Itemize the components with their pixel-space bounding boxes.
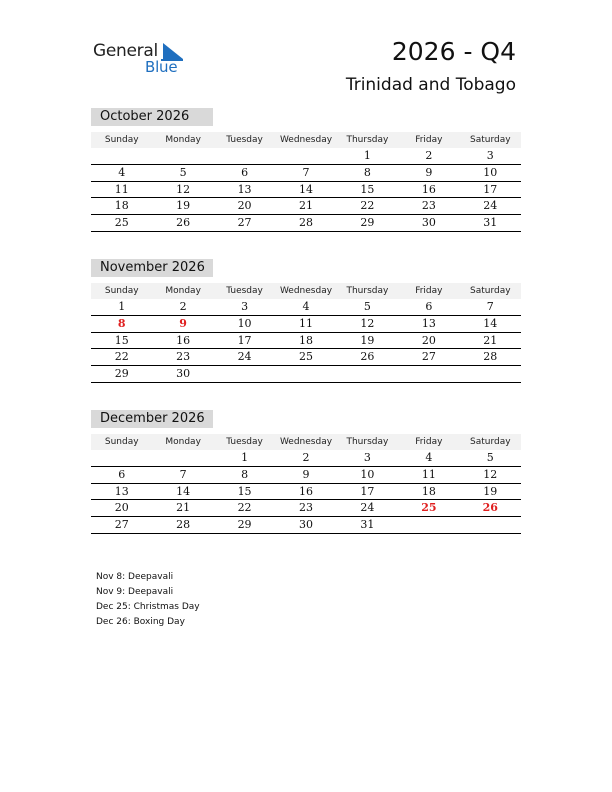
day-cell: 11 — [298, 316, 313, 330]
weekday-label: Tuesday — [226, 135, 263, 145]
generalblue-logo — [93, 40, 193, 80]
day-cell: 14 — [298, 182, 313, 196]
day-cell: 8 — [241, 467, 249, 481]
holiday-note: Dec 26: Boxing Day — [96, 617, 185, 627]
day-cell: 5 — [179, 165, 187, 179]
day-cell: 28 — [483, 350, 498, 364]
day-cell — [152, 148, 213, 164]
weekday-label: Wednesday — [279, 135, 333, 145]
day-cell: 22 — [360, 199, 375, 213]
weekday-label: Saturday — [469, 286, 511, 296]
day-cell: 13 — [237, 182, 252, 196]
day-cell — [337, 366, 398, 382]
day-cell: 27 — [114, 518, 129, 532]
day-cell: 12 — [176, 182, 191, 196]
day-cell: 5 — [486, 451, 494, 464]
day-cell: 8 — [363, 165, 371, 179]
weekday-label: Tuesday — [226, 437, 263, 447]
day-cell: 27 — [421, 350, 436, 364]
day-cell: 26 — [360, 350, 375, 364]
day-cell: 29 — [360, 216, 375, 230]
weekday-label: Sunday — [104, 286, 139, 296]
day-cell: 23 — [176, 350, 191, 364]
day-cell: 25 — [114, 216, 129, 230]
day-cell: 13 — [421, 316, 436, 330]
weekday-header — [91, 132, 521, 148]
day-cell: 17 — [237, 333, 252, 347]
day-cell: 14 — [176, 484, 191, 498]
week-row — [91, 215, 521, 232]
day-cell: 23 — [421, 199, 436, 213]
day-cell: 16 — [421, 182, 436, 196]
weekday-label: Thursday — [346, 437, 389, 447]
day-cell: 4 — [302, 300, 310, 313]
weekday-label: Thursday — [346, 135, 389, 145]
week-row — [91, 148, 521, 165]
day-cell: 7 — [302, 165, 310, 179]
day-cell: 31 — [483, 216, 498, 230]
day-cell: 15 — [237, 484, 252, 498]
logo-word-general: General — [93, 41, 158, 61]
month-title: December 2026 — [91, 410, 213, 428]
day-cell: 10 — [237, 316, 252, 330]
day-cell: 7 — [486, 300, 494, 313]
day-cell: 21 — [483, 333, 498, 347]
week-row — [91, 366, 521, 383]
day-cell: 22 — [114, 350, 129, 364]
day-cell: 31 — [360, 518, 375, 532]
holiday-note: Nov 8: Deepavali — [96, 572, 174, 582]
day-cell: 18 — [298, 333, 313, 347]
week-row — [91, 299, 521, 316]
day-cell: 27 — [237, 216, 252, 230]
day-cell — [91, 148, 152, 164]
day-cell: 20 — [421, 333, 436, 347]
day-cell — [460, 366, 521, 382]
week-row — [91, 349, 521, 366]
weekday-label: Friday — [415, 286, 443, 296]
day-cell: 2 — [179, 300, 187, 313]
weekday-label: Friday — [415, 437, 443, 447]
week-row — [91, 517, 521, 534]
weekday-label: Saturday — [469, 437, 511, 447]
week-row — [91, 182, 521, 199]
day-cell: 2 — [302, 451, 310, 464]
week-row — [91, 165, 521, 182]
day-cell: 1 — [241, 451, 249, 464]
month-block-december — [91, 410, 521, 534]
holiday-notes — [96, 570, 200, 630]
day-cell: 19 — [360, 333, 375, 347]
page-title: 2026 - Q4 — [391, 37, 516, 66]
day-cell: 10 — [360, 467, 375, 481]
day-cell: 17 — [360, 484, 375, 498]
day-cell: 16 — [298, 484, 313, 498]
day-cell: 25 — [298, 350, 313, 364]
day-cell: 10 — [483, 165, 498, 179]
day-cell: 23 — [298, 501, 313, 515]
month-title: November 2026 — [91, 259, 213, 277]
day-cell: 1 — [363, 149, 371, 162]
weekday-label: Monday — [165, 437, 201, 447]
day-cell: 3 — [486, 149, 494, 162]
day-cell: 19 — [483, 484, 498, 498]
day-cell: 18 — [114, 199, 129, 213]
day-cell: 13 — [114, 484, 129, 498]
day-cell — [460, 517, 521, 533]
weekday-header — [91, 283, 521, 299]
country-name: Trinidad and Tobago — [345, 75, 516, 95]
day-cell — [275, 366, 336, 382]
day-cell: 6 — [425, 300, 433, 313]
weekday-label: Wednesday — [279, 437, 333, 447]
day-cell: 2 — [425, 149, 433, 162]
day-cell: 11 — [114, 182, 129, 196]
weekday-label: Friday — [415, 135, 443, 145]
day-cell: 30 — [298, 518, 313, 532]
month-block-october — [91, 108, 521, 232]
weekday-label: Sunday — [104, 135, 139, 145]
weekday-label: Tuesday — [226, 286, 263, 296]
day-cell: 21 — [298, 199, 313, 213]
day-cell — [398, 366, 459, 382]
day-cell — [91, 450, 152, 466]
day-cell: 29 — [237, 518, 252, 532]
day-cell: 14 — [483, 316, 498, 330]
day-cell: 3 — [241, 300, 249, 313]
day-cell: 7 — [179, 467, 187, 481]
day-cell: 5 — [363, 300, 371, 313]
day-cell: 20 — [114, 501, 129, 515]
day-cell — [275, 148, 336, 164]
day-cell: 24 — [237, 350, 252, 364]
weekday-label: Monday — [165, 286, 201, 296]
weekday-label: Thursday — [346, 286, 389, 296]
week-row — [91, 333, 521, 350]
day-cell: 30 — [176, 367, 191, 381]
day-cell — [398, 517, 459, 533]
day-cell: 1 — [118, 300, 126, 313]
week-row — [91, 316, 521, 333]
week-row — [91, 450, 521, 467]
holiday-note: Dec 25: Christmas Day — [96, 602, 200, 612]
month-title: October 2026 — [91, 108, 213, 126]
day-cell: 25 — [421, 501, 437, 515]
day-cell: 15 — [114, 333, 129, 347]
weekday-label: Wednesday — [279, 286, 333, 296]
day-cell: 3 — [363, 451, 371, 464]
weekday-header — [91, 434, 521, 450]
day-cell: 4 — [118, 165, 126, 179]
day-cell: 21 — [176, 501, 191, 515]
day-cell: 16 — [176, 333, 191, 347]
day-cell: 22 — [237, 501, 252, 515]
day-cell: 26 — [176, 216, 191, 230]
week-row — [91, 467, 521, 484]
day-cell: 29 — [114, 367, 129, 381]
day-cell: 17 — [483, 182, 498, 196]
weekday-label: Saturday — [469, 135, 511, 145]
day-cell: 19 — [176, 199, 191, 213]
day-cell: 12 — [483, 467, 498, 481]
weekday-label: Monday — [165, 135, 201, 145]
day-cell: 12 — [360, 316, 375, 330]
day-cell: 9 — [425, 165, 433, 179]
day-cell: 6 — [241, 165, 249, 179]
day-cell: 18 — [421, 484, 436, 498]
day-cell: 24 — [360, 501, 375, 515]
day-cell: 20 — [237, 199, 252, 213]
day-cell: 8 — [117, 316, 126, 330]
day-cell — [152, 450, 213, 466]
holiday-note: Nov 9: Deepavali — [96, 587, 174, 597]
weekday-label: Sunday — [104, 437, 139, 447]
week-row — [91, 500, 521, 517]
day-cell: 6 — [118, 467, 126, 481]
day-cell — [214, 148, 275, 164]
day-cell: 24 — [483, 199, 498, 213]
day-cell: 9 — [302, 467, 310, 481]
day-cell: 30 — [421, 216, 436, 230]
day-cell: 15 — [360, 182, 375, 196]
day-cell: 28 — [176, 518, 191, 532]
day-cell — [214, 366, 275, 382]
week-row — [91, 198, 521, 215]
week-row — [91, 484, 521, 501]
logo-word-blue: Blue — [145, 58, 178, 76]
day-cell: 9 — [179, 316, 187, 330]
day-cell: 11 — [421, 467, 436, 481]
day-cell: 4 — [425, 451, 433, 464]
day-cell: 28 — [298, 216, 313, 230]
day-cell: 26 — [482, 501, 498, 515]
month-block-november — [91, 259, 521, 383]
